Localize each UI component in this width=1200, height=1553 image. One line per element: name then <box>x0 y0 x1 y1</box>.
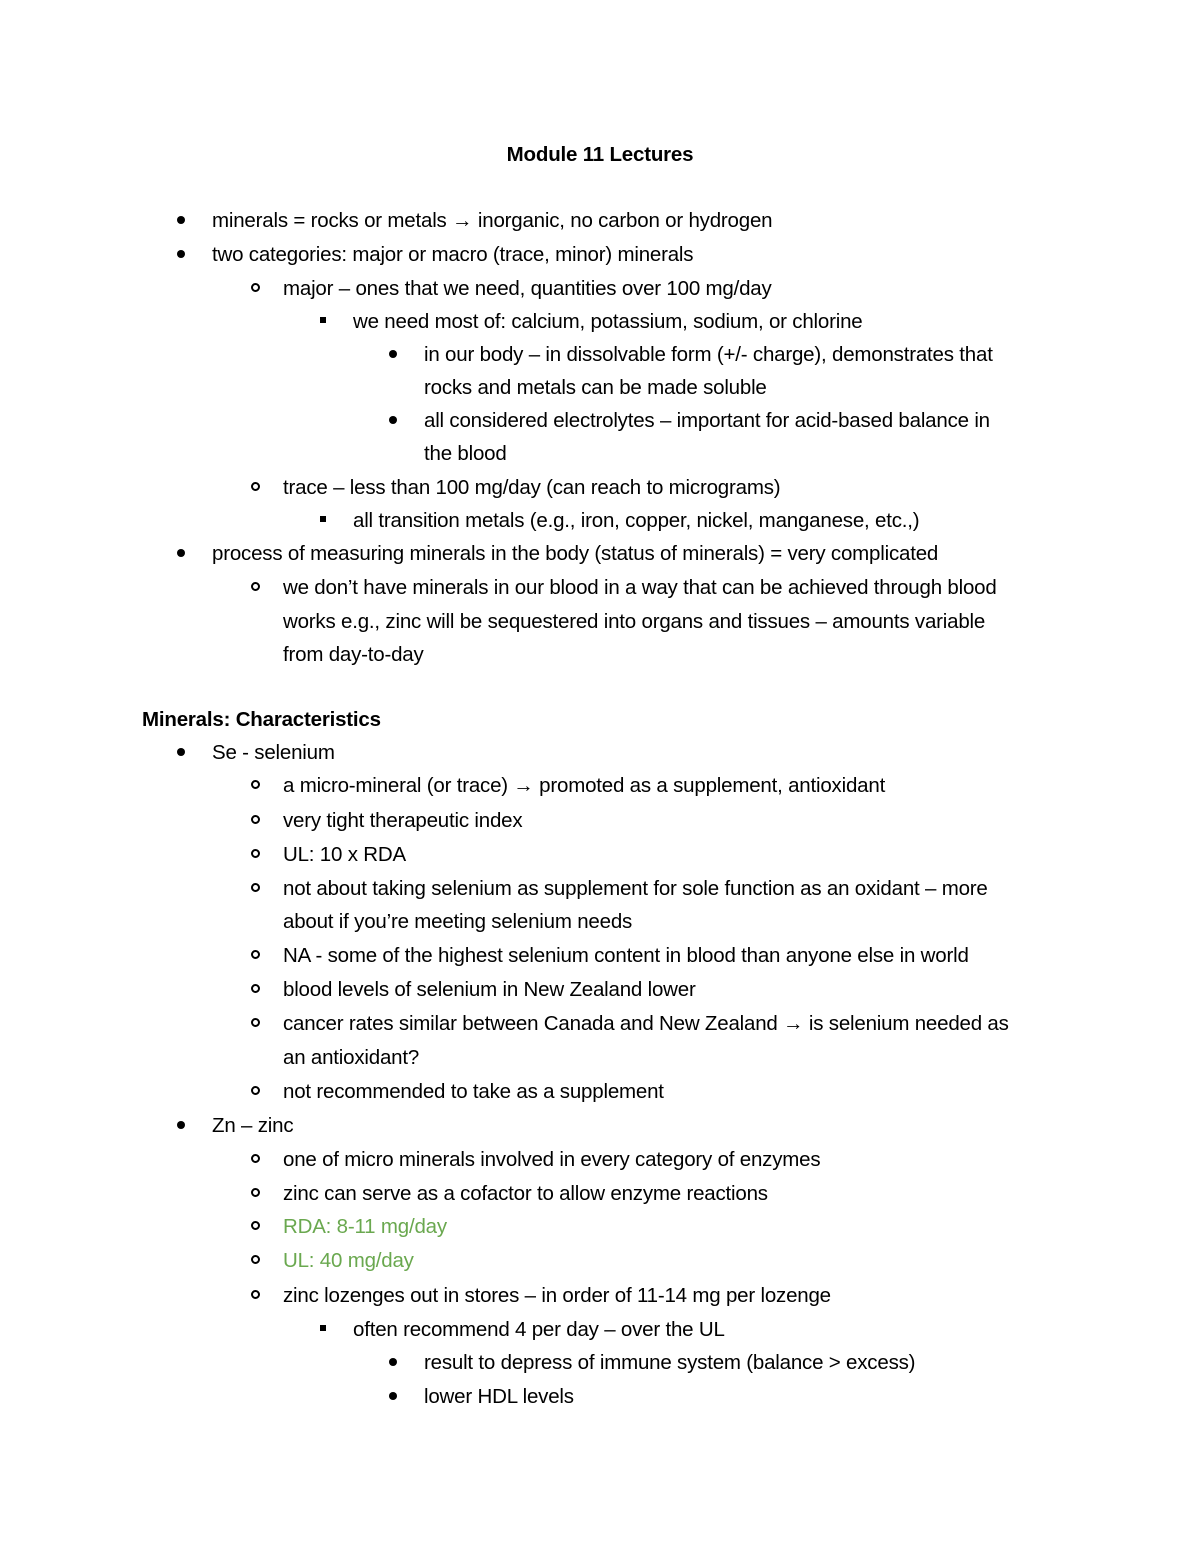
page-title: Module 11 Lectures <box>506 143 694 166</box>
list-item-continuation: from day-to-day <box>283 643 424 666</box>
list-item-continuation: about if you’re meeting selenium needs <box>283 910 633 933</box>
list-item-continuation: works e.g., zinc will be sequestered into organs and tissues – amounts variable <box>283 610 986 633</box>
list-item: blood levels of selenium in New Zealand lower <box>283 978 696 1001</box>
list-item-continuation: an antioxidant? <box>283 1046 420 1069</box>
list-item: zinc can serve as a cofactor to allow enzyme reactions <box>283 1182 768 1205</box>
list-item: often recommend 4 per day – over the UL <box>353 1318 725 1341</box>
bullet-dot-icon <box>171 209 191 233</box>
bullet-square-icon <box>313 310 333 334</box>
list-item: major – ones that we need, quantities over 100 mg/day <box>283 277 772 300</box>
bullet-circle-icon <box>245 476 265 500</box>
bullet-circle-icon <box>245 944 265 968</box>
bullet-circle-icon <box>245 774 265 798</box>
bullet-circle-icon <box>245 277 265 301</box>
section-heading: Minerals: Characteristics <box>142 708 381 731</box>
bullet-circle-icon <box>245 1249 265 1273</box>
list-item: Zn – zinc <box>212 1114 294 1137</box>
bullet-circle-icon <box>245 1182 265 1206</box>
list-item: cancer rates similar between Canada and New Zealand → is selenium needed as <box>283 1012 1009 1035</box>
bullet-dot-icon <box>383 343 403 367</box>
list-item: all transition metals (e.g., iron, copper, nickel, manganese, etc.,) <box>353 509 920 532</box>
list-item: zinc lozenges out in stores – in order of 11-14 mg per lozenge <box>283 1284 831 1307</box>
bullet-circle-icon <box>245 877 265 901</box>
bullet-circle-icon <box>245 1148 265 1172</box>
bullet-dot-icon <box>383 1385 403 1409</box>
bullet-square-icon <box>313 509 333 533</box>
list-item: process of measuring minerals in the body (status of minerals) = very complicated <box>212 542 939 565</box>
bullet-dot-icon <box>383 1351 403 1375</box>
list-item: very tight therapeutic index <box>283 809 523 832</box>
list-item: not recommended to take as a supplement <box>283 1080 664 1103</box>
list-item: two categories: major or macro (trace, minor) minerals <box>212 243 694 266</box>
list-item: Se - selenium <box>212 741 335 764</box>
bullet-dot-icon <box>171 243 191 267</box>
bullet-circle-icon <box>245 843 265 867</box>
list-item: we need most of: calcium, potassium, sodium, or chlorine <box>353 310 863 333</box>
bullet-circle-icon <box>245 978 265 1002</box>
list-item: NA - some of the highest selenium content in blood than anyone else in world <box>283 944 969 967</box>
bullet-circle-icon <box>245 1080 265 1104</box>
bullet-circle-icon <box>245 809 265 833</box>
list-item: a micro-mineral (or trace) → promoted as a supplement, antioxidant <box>283 774 886 797</box>
bullet-square-icon <box>313 1318 333 1342</box>
bullet-circle-icon <box>245 1284 265 1308</box>
list-item: we don’t have minerals in our blood in a way that can be achieved through blood <box>283 576 997 599</box>
list-item: all considered electrolytes – important for acid-based balance in <box>424 409 990 432</box>
bullet-dot-icon <box>171 741 191 765</box>
list-item: not about taking selenium as supplement for sole function as an oxidant – more <box>283 877 988 900</box>
list-item-highlight: RDA: 8-11 mg/day <box>283 1215 447 1238</box>
list-item-continuation: the blood <box>424 442 507 465</box>
bullet-dot-icon <box>383 409 403 433</box>
list-item: UL: 10 x RDA <box>283 843 406 866</box>
list-item-continuation: rocks and metals can be made soluble <box>424 376 767 399</box>
bullet-dot-icon <box>171 542 191 566</box>
bullet-circle-icon <box>245 1012 265 1036</box>
list-item: lower HDL levels <box>424 1385 574 1408</box>
list-item-highlight: UL: 40 mg/day <box>283 1249 414 1272</box>
list-item: minerals = rocks or metals → inorganic, no carbon or hydrogen <box>212 209 773 232</box>
bullet-circle-icon <box>245 1215 265 1239</box>
bullet-circle-icon <box>245 576 265 600</box>
list-item: in our body – in dissolvable form (+/- charge), demonstrates that <box>424 343 993 366</box>
list-item: trace – less than 100 mg/day (can reach to micrograms) <box>283 476 781 499</box>
list-item: result to depress of immune system (balance > excess) <box>424 1351 916 1374</box>
bullet-dot-icon <box>171 1114 191 1138</box>
list-item: one of micro minerals involved in every category of enzymes <box>283 1148 821 1171</box>
